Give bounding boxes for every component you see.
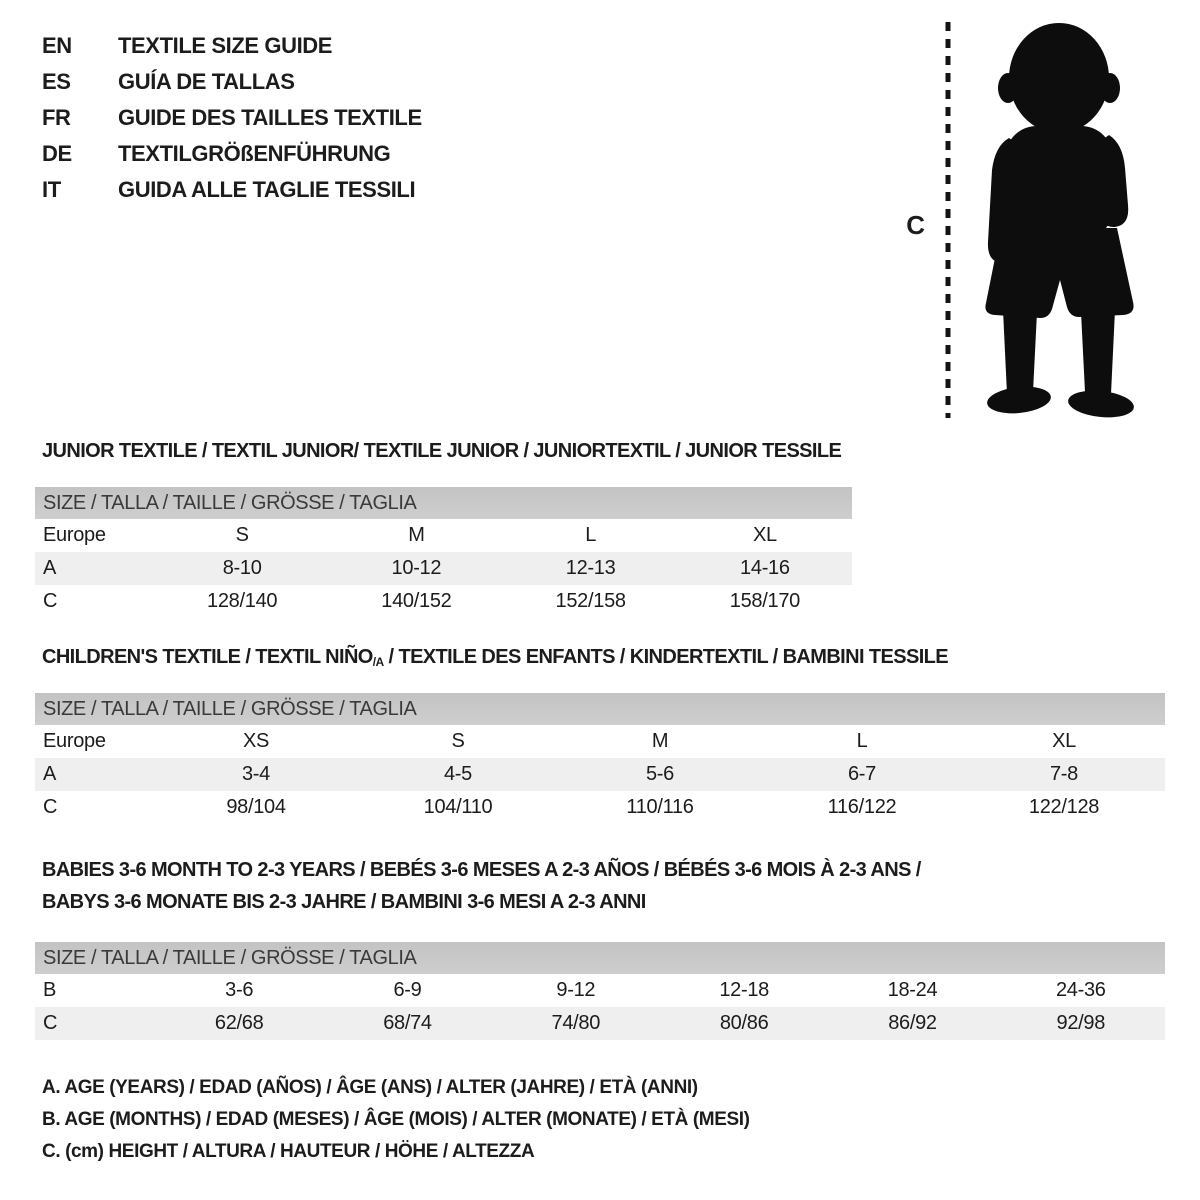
cell: 116/122: [827, 796, 897, 818]
junior-section: [35, 440, 1165, 618]
children-size-bar: [35, 693, 1165, 725]
table-row-a: [35, 552, 852, 585]
cell: 9-12: [556, 979, 596, 1001]
cell: 10-12: [391, 557, 442, 579]
children-table: [35, 693, 1165, 824]
language-label: GUIDA ALLE TAGLIE TESSILI: [118, 177, 416, 202]
row-label: Europe: [43, 730, 106, 752]
language-label: TEXTILGRÖßENFÜHRUNG: [118, 141, 391, 166]
cell: XL: [1052, 730, 1076, 752]
size-bar-label: SIZE / TALLA / TAILLE / GRÖSSE / TAGLIA: [43, 491, 417, 514]
table-row-europe: [35, 725, 1165, 758]
language-code: IT: [42, 177, 61, 202]
tables-content: [35, 440, 1165, 1168]
cell: 98/104: [226, 796, 286, 818]
row-label: A: [43, 557, 57, 579]
table-row-c: [35, 1007, 1165, 1040]
cell: M: [651, 730, 669, 752]
table-row-b: [35, 974, 1165, 1007]
cell: 80/86: [719, 1012, 769, 1034]
junior-title: JUNIOR TEXTILE / TEXTIL JUNIOR/ TEXTILE JUNIOR / JUNIORTEXTIL / JUNIOR TESSILE: [42, 440, 842, 462]
cell: 86/92: [888, 1012, 937, 1034]
figure-measure-label: C: [906, 209, 925, 240]
language-code: ES: [42, 69, 71, 94]
table-row-c: [35, 791, 1165, 824]
cell: 12-13: [565, 557, 616, 579]
language-label: GUÍA DE TALLAS: [118, 69, 295, 94]
cell: 74/80: [551, 1012, 601, 1034]
cell: 7-8: [1049, 763, 1078, 785]
legend-line-a: A. AGE (YEARS) / EDAD (AÑOS) / ÂGE (ANS) / ALTER (JAHRE) / ETÀ (ANNI): [42, 1077, 698, 1098]
babies-title-line2: BABYS 3-6 MONATE BIS 2-3 JAHRE / BAMBINI 3-6 MESI A 2-3 ANNI: [42, 890, 646, 913]
cell: XS: [242, 730, 270, 752]
junior-table: [35, 487, 852, 618]
children-title-subscript: /A: [372, 655, 384, 669]
cell: 14-16: [740, 557, 790, 579]
babies-title: [42, 854, 1165, 918]
cell: S: [235, 524, 249, 546]
junior-size-bar: [35, 487, 852, 519]
cell: 8-10: [222, 557, 262, 579]
babies-size-bar: [35, 942, 1165, 974]
children-title-main: CHILDREN'S TEXTILE / TEXTIL NIÑO: [42, 646, 373, 668]
language-code: DE: [42, 141, 72, 166]
table-row-a: [35, 758, 1165, 791]
cell: 140/152: [381, 590, 452, 612]
babies-title-line1: BABIES 3-6 MONTH TO 2-3 YEARS / BEBÉS 3-6 MESES A 2-3 AÑOS / BÉBÉS 3-6 MOIS À 2-3 ANS /: [42, 858, 921, 881]
cell: 110/116: [626, 796, 694, 818]
cell: 104/110: [423, 796, 493, 818]
cell: M: [408, 524, 425, 546]
row-label: B: [43, 979, 57, 1001]
language-code: EN: [42, 33, 72, 58]
cell: 152/158: [555, 590, 626, 612]
legend-line-c: C. (cm) HEIGHT / ALTURA / HAUTEUR / HÖHE / ALTEZZA: [42, 1141, 535, 1162]
cell: 4-5: [443, 763, 472, 785]
language-label: GUIDE DES TAILLES TEXTILE: [118, 105, 422, 130]
cell: 18-24: [887, 979, 938, 1001]
size-figure: [906, 20, 1145, 420]
cell: 62/68: [214, 1012, 264, 1034]
cell: 6-9: [393, 979, 422, 1001]
cell: 5-6: [645, 763, 674, 785]
babies-table: [35, 942, 1165, 1040]
children-title: [42, 646, 1165, 669]
row-label: A: [43, 763, 57, 785]
cell: 158/170: [729, 590, 800, 612]
toddler-silhouette-icon: [975, 20, 1145, 420]
language-row-fr: [42, 100, 422, 136]
cell: 6-7: [847, 763, 876, 785]
language-row-de: [42, 136, 422, 172]
cell: L: [856, 730, 868, 752]
row-label: C: [43, 796, 58, 818]
cell: 122/128: [1028, 796, 1100, 818]
size-bar-label: SIZE / TALLA / TAILLE / GRÖSSE / TAGLIA: [43, 946, 417, 969]
cell: XL: [752, 524, 777, 546]
size-bar-label: SIZE / TALLA / TAILLE / GRÖSSE / TAGLIA: [43, 697, 417, 720]
cell: S: [451, 730, 465, 752]
language-label: TEXTILE SIZE GUIDE: [118, 33, 333, 58]
legend: [42, 1072, 1165, 1168]
language-row-es: [42, 64, 422, 100]
cell: 68/74: [383, 1012, 432, 1034]
children-title-rest: / TEXTILE DES ENFANTS / KINDERTEXTIL / BAMBINI TESSILE: [383, 646, 949, 668]
cell: 24-36: [1055, 979, 1106, 1001]
legend-line-b: B. AGE (MONTHS) / EDAD (MESES) / ÂGE (MOIS) / ALTER (MONATE) / ETÀ (MESI): [42, 1109, 750, 1130]
row-label: C: [43, 590, 58, 612]
row-label: Europe: [43, 524, 106, 546]
cell: 128/140: [207, 590, 278, 612]
babies-section: [35, 854, 1165, 1040]
cell: 92/98: [1056, 1012, 1106, 1034]
cell: L: [585, 524, 597, 546]
language-list: [42, 28, 422, 208]
cell: 3-6: [225, 979, 254, 1001]
cell: 3-4: [241, 763, 270, 785]
table-row-c: [35, 585, 852, 618]
height-dashed-line: [945, 20, 951, 420]
language-row-it: [42, 172, 422, 208]
children-section: [35, 646, 1165, 824]
language-code: FR: [42, 105, 71, 130]
row-label: C: [43, 1012, 58, 1034]
cell: 12-18: [719, 979, 769, 1001]
table-row-europe: [35, 519, 852, 552]
language-row-en: [42, 28, 422, 64]
